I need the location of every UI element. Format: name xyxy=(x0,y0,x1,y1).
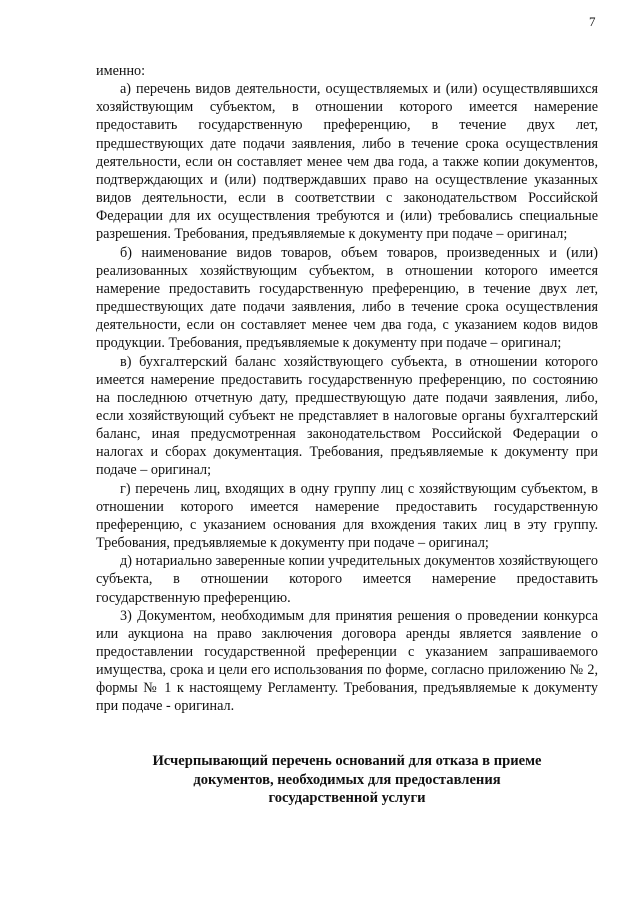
paragraph-item-b: б) наименование видов товаров, объем товаров, произведенных и (или) реализованных хозяйствующим субъектом, в отношении которого имеется намерение предоставить государственную преференцию, в течение двух лет, предшествующих дате подачи заявления, либо в течение срока осуществления деятельности, если он составляет менее чем два года, с указанием кодов видов продукции. Требования, предъявляемые к документу при подаче – оригинал; xyxy=(96,244,598,352)
page-number: 7 xyxy=(589,14,596,29)
body-text xyxy=(96,62,598,716)
paragraph-item-g: г) перечень лиц, входящих в одну группу лиц с хозяйствующим субъектом, в отношении которого имеется намерение предоставить государственную преференцию, с указанием основания для вхождения таких лиц в эту группу. Требования, предъявляемые к документу при подаче – оригинал; xyxy=(96,480,598,552)
paragraph-item-d: д) нотариально заверенные копии учредительных документов хозяйствующего субъекта, в отношении которого имеется намерение предоставить государственную преференцию. xyxy=(96,553,598,606)
paragraph-item-3: 3) Документом, необходимым для принятия решения о проведении конкурса или аукциона на право заключения договора аренды является заявление о предоставлении государственной преференции с указанием запрашиваемого имущества, срока и цели его использования по форме, согласно приложению № 2, формы № 1 к настоящему Регламенту. Требования, предъявляемые к документу при подаче - оригинал. xyxy=(96,607,598,715)
heading-line: документов, необходимых для предоставления xyxy=(193,771,501,788)
paragraph-item-v: в) бухгалтерский баланс хозяйствующего субъекта, в отношении которого имеется намерение предоставить государственную преференцию, по состоянию на последнюю отчетную дату, предшествующую дате подачи заявления, либо, если хозяйствующий субъект не представляет в налоговые органы бухгалтерский баланс, иная предусмотренная законодательством Российской Федерации о налогах и сборах документация. Требования, предъявляемые к документу при подаче – оригинал; xyxy=(96,353,598,479)
paragraph-intro: именно: xyxy=(96,63,146,79)
paragraph-item-a: а) перечень видов деятельности, осуществляемых и (или) осуществлявшихся хозяйствующим субъектом, в отношении которого имеется намерение предоставить государственную преференцию, в течение двух лет, предшествующих дате подачи заявления, либо в течение срока осуществления деятельности, если он составляет менее чем два года, а также копии документов, подтверждающих и (или) подтверждавших право на осуществление указанных видов деятельности, если в соответствии с законодательством Российской Федерации для их осуществления требуются и (или) требовались специальные разрешения. Требования, предъявляемые к документу при подаче – оригинал; xyxy=(96,81,598,243)
heading-line: государственной услуги xyxy=(268,790,426,806)
heading-line: Исчерпывающий перечень оснований для отказа в приеме xyxy=(152,753,542,769)
section-heading xyxy=(96,752,598,808)
